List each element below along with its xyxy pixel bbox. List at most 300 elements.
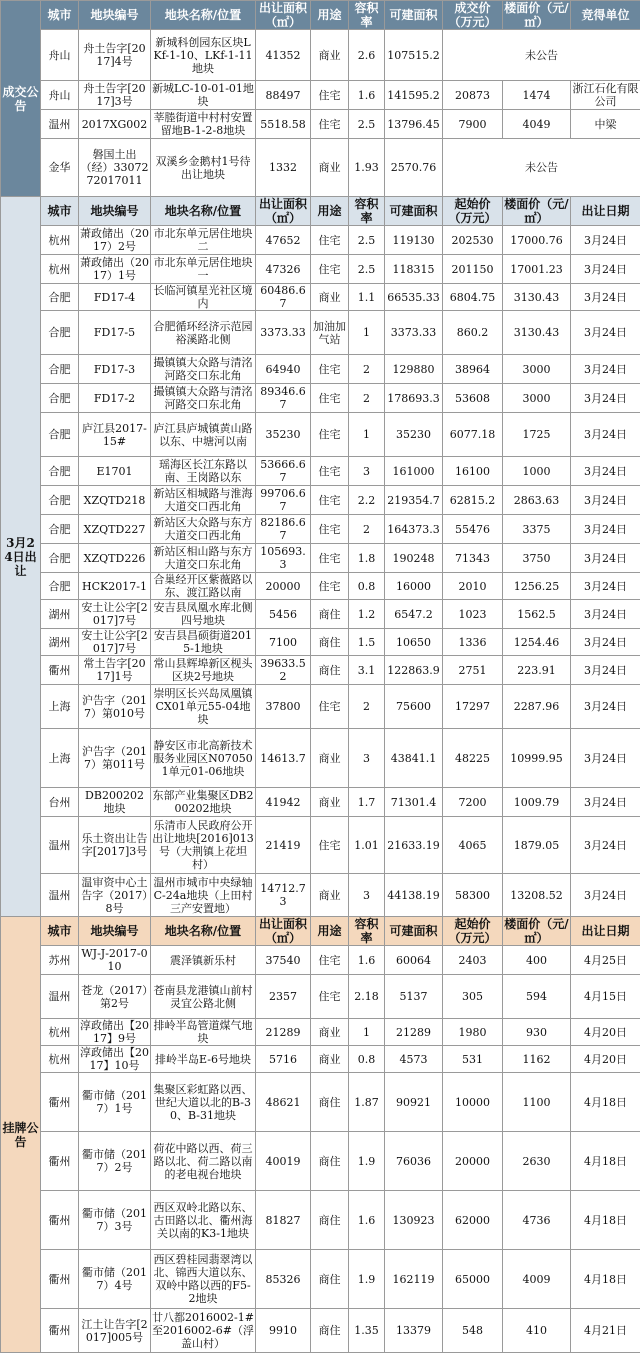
table-cell: 3130.43 [503, 284, 571, 311]
section-header-row [1, 917, 640, 946]
table-cell: 17000.76 [503, 226, 571, 255]
table-cell: 1.87 [349, 1073, 385, 1132]
table-cell: 5518.58 [256, 110, 311, 139]
column-header: 出让面积（㎡） [256, 917, 311, 946]
table-cell: 住宅 [311, 255, 349, 284]
table-cell: 上海 [41, 729, 79, 788]
table-cell: 萧政储出（2017）2号 [79, 226, 151, 255]
column-header: 城市 [41, 1, 79, 30]
column-header: 地块编号 [79, 1, 151, 30]
table-cell: 16000 [385, 573, 443, 600]
table-cell: 商住 [311, 1250, 349, 1309]
table-cell: 1.6 [349, 81, 385, 110]
table-cell: 82186.67 [256, 515, 311, 544]
table-cell: 2.5 [349, 226, 385, 255]
column-header: 可建面积 [385, 197, 443, 226]
table-cell: 66535.33 [385, 284, 443, 311]
table-cell: 3000 [503, 355, 571, 384]
table-cell: 商业 [311, 729, 349, 788]
column-header: 起始价（万元） [443, 917, 503, 946]
column-header: 可建面积 [385, 1, 443, 30]
table-cell: 2.2 [349, 486, 385, 515]
table-cell: 3月24日 [571, 573, 640, 600]
table-cell: 商业 [311, 139, 349, 197]
table-cell: 4065 [443, 817, 503, 874]
table-cell: 10650 [385, 629, 443, 656]
table-cell: 2.6 [349, 30, 385, 81]
table-cell: 1.35 [349, 1309, 385, 1353]
table-cell: 3月24日 [571, 384, 640, 413]
table-cell: 4月21日 [571, 1309, 640, 1353]
table-cell: 16100 [443, 457, 503, 486]
table-cell: 合肥 [41, 544, 79, 573]
table-row [1, 486, 640, 515]
table-cell: 合肥循环经济示范园裕溪路北侧 [151, 311, 256, 355]
table-cell: 衢州 [41, 1309, 79, 1353]
table-cell: 住宅 [311, 413, 349, 457]
table-cell: 9910 [256, 1309, 311, 1353]
table-cell: 35230 [256, 413, 311, 457]
table-cell: 住宅 [311, 226, 349, 255]
table-cell: 住宅 [311, 975, 349, 1019]
column-header: 城市 [41, 917, 79, 946]
table-row [1, 874, 640, 917]
table-cell: 1725 [503, 413, 571, 457]
table-cell: 6547.2 [385, 600, 443, 629]
table-cell: 1562.5 [503, 600, 571, 629]
table-cell: 舟山 [41, 81, 79, 110]
table-row [1, 355, 640, 384]
table-cell: 住宅 [311, 355, 349, 384]
table-cell: 商业 [311, 874, 349, 917]
column-header: 楼面价（元/㎡） [503, 197, 571, 226]
section-label: 成交公告 [1, 1, 41, 197]
table-cell: 7900 [443, 110, 503, 139]
table-cell: 3月24日 [571, 685, 640, 729]
table-cell: 4573 [385, 1046, 443, 1073]
table-cell: 商住 [311, 629, 349, 656]
table-cell: 商业 [311, 1046, 349, 1073]
table-cell: 住宅 [311, 110, 349, 139]
table-cell: 44138.19 [385, 874, 443, 917]
table-cell: XZQTD226 [79, 544, 151, 573]
column-header: 容积率 [349, 917, 385, 946]
table-cell: 排岭半岛E-6号地块 [151, 1046, 256, 1073]
table-row [1, 573, 640, 600]
table-cell: 湖州 [41, 600, 79, 629]
table-cell: 舟山 [41, 30, 79, 81]
table-cell: 10999.95 [503, 729, 571, 788]
table-cell: 3.1 [349, 656, 385, 685]
table-cell: FD17-4 [79, 284, 151, 311]
table-cell: 3000 [503, 384, 571, 413]
column-header: 竞得单位 [571, 1, 640, 30]
table-cell: 住宅 [311, 515, 349, 544]
column-header: 容积率 [349, 197, 385, 226]
table-cell: 6804.75 [443, 284, 503, 311]
table-cell: 舟土告字[2017]3号 [79, 81, 151, 110]
table-cell: 2 [349, 515, 385, 544]
table-row [1, 1191, 640, 1250]
table-cell: 7200 [443, 788, 503, 817]
table-cell: 2.5 [349, 255, 385, 284]
table-cell: 衢市储（2017）1号 [79, 1073, 151, 1132]
table-cell: 43841.1 [385, 729, 443, 788]
table-cell: 4月18日 [571, 1250, 640, 1309]
section-label: 挂牌公告 [1, 917, 41, 1353]
table-cell: 3 [349, 874, 385, 917]
table-cell: 85326 [256, 1250, 311, 1309]
table-cell: 新站区相山路与东方大道交口东北角 [151, 544, 256, 573]
table-cell: 住宅 [311, 573, 349, 600]
table-cell: 台州 [41, 788, 79, 817]
table-cell: 3月24日 [571, 600, 640, 629]
table-cell: 305 [443, 975, 503, 1019]
table-cell: 4月18日 [571, 1073, 640, 1132]
table-cell: 常山县辉埠新区枧头区块2号地块 [151, 656, 256, 685]
table-cell: 119130 [385, 226, 443, 255]
section-label: 3月24日出让 [1, 197, 41, 917]
table-cell: 3373.33 [256, 311, 311, 355]
table-cell: 商住 [311, 1309, 349, 1353]
table-row [1, 1019, 640, 1046]
table-cell: 6077.18 [443, 413, 503, 457]
table-cell: 190248 [385, 544, 443, 573]
column-header: 城市 [41, 197, 79, 226]
table-cell: 531 [443, 1046, 503, 1073]
table-cell: 3月24日 [571, 457, 640, 486]
table-cell: 合肥 [41, 573, 79, 600]
table-cell: 14613.7 [256, 729, 311, 788]
table-cell: 90921 [385, 1073, 443, 1132]
table-cell: 1256.25 [503, 573, 571, 600]
table-cell: 1.9 [349, 1132, 385, 1191]
table-cell: 1879.05 [503, 817, 571, 874]
table-cell: 37540 [256, 946, 311, 975]
table-cell: 商业 [311, 284, 349, 311]
table-cell: 静安区市北高新技术服务业园区N070501单元01-06地块 [151, 729, 256, 788]
table-cell: 21419 [256, 817, 311, 874]
column-header: 地块名称/位置 [151, 917, 256, 946]
table-cell: 13208.52 [503, 874, 571, 917]
table-cell: 13796.45 [385, 110, 443, 139]
table-cell: 住宅 [311, 817, 349, 874]
table-row [1, 413, 640, 457]
table-cell: 浙江石化有限公司 [571, 81, 640, 110]
table-cell: 衢市储（2017）3号 [79, 1191, 151, 1250]
table-cell: 3月24日 [571, 656, 640, 685]
table-row [1, 110, 640, 139]
column-header: 起始价（万元） [443, 197, 503, 226]
table-cell: 3月24日 [571, 284, 640, 311]
table-cell: 860.2 [443, 311, 503, 355]
table-cell: WJ-J-2017-010 [79, 946, 151, 975]
column-header: 出让面积（㎡） [256, 1, 311, 30]
table-cell: 温州 [41, 817, 79, 874]
table-cell: 4月15日 [571, 975, 640, 1019]
table-cell: 衢州 [41, 656, 79, 685]
table-cell: 撮镇镇大众路与清洺河路交口东北角 [151, 355, 256, 384]
table-cell: 89346.67 [256, 384, 311, 413]
table-cell: 1023 [443, 600, 503, 629]
table-cell: 合肥 [41, 284, 79, 311]
table-cell: 合肥 [41, 486, 79, 515]
column-header: 用途 [311, 1, 349, 30]
table-cell: 129880 [385, 355, 443, 384]
table-cell: 5716 [256, 1046, 311, 1073]
table-cell: DB200202地块 [79, 788, 151, 817]
table-cell: 3 [349, 729, 385, 788]
table-cell: 21633.19 [385, 817, 443, 874]
table-cell: 安土让公字[2017]7号 [79, 629, 151, 656]
table-cell: 金华 [41, 139, 79, 197]
table-cell: 62000 [443, 1191, 503, 1250]
table-cell: 99706.67 [256, 486, 311, 515]
table-cell: 湖州 [41, 629, 79, 656]
table-cell: 淳政储出【2017】10号 [79, 1046, 151, 1073]
table-cell: 沪告字（2017）第010号 [79, 685, 151, 729]
table-cell: 庐江县2017-15# [79, 413, 151, 457]
table-cell: 162119 [385, 1250, 443, 1309]
table-cell: 2357 [256, 975, 311, 1019]
table-cell: 3375 [503, 515, 571, 544]
table-row [1, 1250, 640, 1309]
table-cell: 4月18日 [571, 1132, 640, 1191]
table-cell: 安吉县昌硕街道2015-1地块 [151, 629, 256, 656]
table-cell: 164373.3 [385, 515, 443, 544]
table-cell: 1.2 [349, 600, 385, 629]
table-row [1, 515, 640, 544]
table-cell: 48225 [443, 729, 503, 788]
column-header: 出让面积（㎡） [256, 197, 311, 226]
table-cell: 住宅 [311, 685, 349, 729]
table-cell: 排岭半岛管道煤气地块 [151, 1019, 256, 1046]
column-header: 用途 [311, 917, 349, 946]
column-header: 楼面价（元/㎡） [503, 1, 571, 30]
table-cell: 震泽镇新乐村 [151, 946, 256, 975]
table-cell: 乐清市人民政府公开出让地块[2016]013号（大荆镇上花坦村） [151, 817, 256, 874]
table-row [1, 817, 640, 874]
table-cell: 淳政储出【2017】9号 [79, 1019, 151, 1046]
table-cell: 10000 [443, 1073, 503, 1132]
table-cell: 苏州 [41, 946, 79, 975]
column-header: 出让日期 [571, 197, 640, 226]
table-cell: 3月24日 [571, 226, 640, 255]
column-header: 地块编号 [79, 917, 151, 946]
column-header: 地块名称/位置 [151, 197, 256, 226]
table-cell: 118315 [385, 255, 443, 284]
table-cell: 2.18 [349, 975, 385, 1019]
table-cell: 商业 [311, 1019, 349, 1046]
table-cell: 衢州 [41, 1191, 79, 1250]
table-cell: 常土告字[2017]1号 [79, 656, 151, 685]
table-cell: 磐国土出（经）3307272017011 [79, 139, 151, 197]
table-cell: 2570.76 [385, 139, 443, 197]
table-cell: 3月24日 [571, 788, 640, 817]
table-cell: 苍龙（2017）第2号 [79, 975, 151, 1019]
table-cell: 商住 [311, 656, 349, 685]
table-cell: 西区双岭北路以东、古田路以北、衢州海关以南的K3-1地块 [151, 1191, 256, 1250]
table-cell: 3373.33 [385, 311, 443, 355]
table-cell: 商住 [311, 1191, 349, 1250]
table-cell: 3月24日 [571, 413, 640, 457]
table-cell: 1980 [443, 1019, 503, 1046]
table-cell: 1332 [256, 139, 311, 197]
table-cell: 107515.2 [385, 30, 443, 81]
table-cell: 2630 [503, 1132, 571, 1191]
table-row [1, 788, 640, 817]
table-cell: 合肥 [41, 384, 79, 413]
table-cell: 双溪乡金鹅村1号待出让地块 [151, 139, 256, 197]
table-cell: 5456 [256, 600, 311, 629]
table-cell: 合肥 [41, 457, 79, 486]
table-cell: 178693.3 [385, 384, 443, 413]
table-cell: 930 [503, 1019, 571, 1046]
table-cell: 商业 [311, 30, 349, 81]
table-cell: 3月24日 [571, 486, 640, 515]
table-cell: 1100 [503, 1073, 571, 1132]
table-cell: 1.8 [349, 544, 385, 573]
table-cell: 合肥 [41, 413, 79, 457]
table-cell: 35230 [385, 413, 443, 457]
table-cell: 21289 [256, 1019, 311, 1046]
table-cell: XZQTD218 [79, 486, 151, 515]
table-cell: 219354.7 [385, 486, 443, 515]
table-row [1, 1046, 640, 1073]
table-cell: 141595.2 [385, 81, 443, 110]
table-cell: 38964 [443, 355, 503, 384]
table-row [1, 226, 640, 255]
table-cell: 市北东单元居住地块二 [151, 226, 256, 255]
table-cell: 新站区大众路与东方大道交口西北角 [151, 515, 256, 544]
table-cell: 21289 [385, 1019, 443, 1046]
table-cell: 105693.3 [256, 544, 311, 573]
table-cell: 0.8 [349, 1046, 385, 1073]
table-cell: 1.93 [349, 139, 385, 197]
table-cell: 苍南县龙港镇山前村灵宜公路北侧 [151, 975, 256, 1019]
table-cell: 2.5 [349, 110, 385, 139]
table-cell: 2 [349, 685, 385, 729]
table-cell: 3130.43 [503, 311, 571, 355]
table-cell: 2863.63 [503, 486, 571, 515]
table-cell: 合肥 [41, 311, 79, 355]
table-row [1, 284, 640, 311]
table-cell: 温州 [41, 975, 79, 1019]
table-cell: 1.9 [349, 1250, 385, 1309]
table-cell: 223.91 [503, 656, 571, 685]
table-cell: 1 [349, 413, 385, 457]
table-cell: E1701 [79, 457, 151, 486]
section-header-row [1, 1, 640, 30]
table-cell: 1.6 [349, 946, 385, 975]
table-cell: HCK2017-1 [79, 573, 151, 600]
table-cell: 崇明区长兴岛凤凰镇CX01单元55-04地块 [151, 685, 256, 729]
table-cell: 88497 [256, 81, 311, 110]
table-cell: 2751 [443, 656, 503, 685]
table-cell: 温州 [41, 110, 79, 139]
table-cell: 新站区相城路与淮海大道交口西北角 [151, 486, 256, 515]
table-cell: 杭州 [41, 1046, 79, 1073]
table-cell: 加油加气站 [311, 311, 349, 355]
table-cell: FD17-5 [79, 311, 151, 355]
table-row [1, 729, 640, 788]
table-cell: 3月24日 [571, 255, 640, 284]
table-cell: 瑶海区长江东路以南、王岗路以东 [151, 457, 256, 486]
table-cell: 2010 [443, 573, 503, 600]
table-cell: XZQTD227 [79, 515, 151, 544]
table-cell: 47652 [256, 226, 311, 255]
table-cell: 1 [349, 1019, 385, 1046]
table-cell: 1474 [503, 81, 571, 110]
table-cell: 合巢经开区紫薇路以东、渡江路以南 [151, 573, 256, 600]
table-cell: 130923 [385, 1191, 443, 1250]
table-cell: 庐江县庐城镇黄山路以东、中塘河以南 [151, 413, 256, 457]
merged-status-cell: 未公告 [443, 139, 640, 197]
table-cell: FD17-2 [79, 384, 151, 413]
table-cell: 64940 [256, 355, 311, 384]
table-cell: 商住 [311, 1132, 349, 1191]
table-cell: 47326 [256, 255, 311, 284]
table-cell: 温审资中心土告字（2017）8号 [79, 874, 151, 917]
column-header: 地块名称/位置 [151, 1, 256, 30]
table-cell: 商住 [311, 1073, 349, 1132]
table-row [1, 311, 640, 355]
table-cell: 39633.52 [256, 656, 311, 685]
table-cell: 122863.9 [385, 656, 443, 685]
table-cell: 53666.67 [256, 457, 311, 486]
table-cell: 1.5 [349, 629, 385, 656]
table-cell: 13379 [385, 1309, 443, 1353]
table-cell: 长临河镇星光社区境内 [151, 284, 256, 311]
table-cell: 温州市城市中央绿轴C-24a地块（上田村三产安置地） [151, 874, 256, 917]
table-cell: 乐土资出让告字[2017]3号 [79, 817, 151, 874]
table-cell: 合肥 [41, 515, 79, 544]
table-cell: 衢市储（2017）2号 [79, 1132, 151, 1191]
table-cell: 20000 [256, 573, 311, 600]
table-cell: 1162 [503, 1046, 571, 1073]
table-row [1, 685, 640, 729]
table-row [1, 1132, 640, 1191]
table-cell: 1000 [503, 457, 571, 486]
table-cell: 温州 [41, 874, 79, 917]
table-cell: 7100 [256, 629, 311, 656]
table-cell: 41352 [256, 30, 311, 81]
table-cell: 东部产业集聚区DB200202地块 [151, 788, 256, 817]
table-cell: 新城LC-10-01-01地块 [151, 81, 256, 110]
table-row [1, 384, 640, 413]
table-cell: 3月24日 [571, 544, 640, 573]
table-cell: 1009.79 [503, 788, 571, 817]
table-row [1, 1309, 640, 1353]
table-cell: 安土让公字[2017]7号 [79, 600, 151, 629]
table-cell: 住宅 [311, 384, 349, 413]
table-cell: 17001.23 [503, 255, 571, 284]
table-cell: 3月24日 [571, 515, 640, 544]
table-cell: 3月24日 [571, 817, 640, 874]
table-cell: 杭州 [41, 1019, 79, 1046]
table-cell: 202530 [443, 226, 503, 255]
table-cell: 71301.4 [385, 788, 443, 817]
column-header: 成交价（万元） [443, 1, 503, 30]
table-cell: 201150 [443, 255, 503, 284]
table-cell: 37800 [256, 685, 311, 729]
table-cell: 161000 [385, 457, 443, 486]
table-cell: 4009 [503, 1250, 571, 1309]
table-cell: 1.01 [349, 817, 385, 874]
table-cell: 71343 [443, 544, 503, 573]
table-row [1, 946, 640, 975]
table-cell: 住宅 [311, 457, 349, 486]
